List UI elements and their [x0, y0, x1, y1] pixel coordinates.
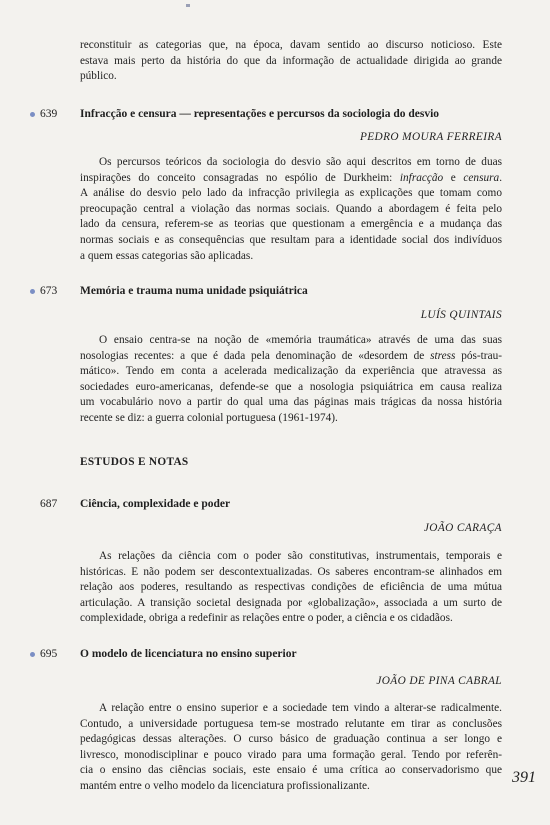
- entry-author: JOÃO DE PINA CABRAL: [376, 675, 502, 687]
- bullet-icon: [30, 112, 35, 117]
- entry-abstract: [80, 701, 502, 795]
- paragraph-line: normas sociais e as consequências que resultam para a identidade social dos indivíduos: [80, 233, 502, 246]
- entry-heading-687: [30, 498, 510, 516]
- entry-title: Ciência, complexidade e poder: [80, 498, 231, 510]
- paragraph-line: um vocabulário novo a partir do qual uma das páginas mais trágicas da nossa história: [80, 396, 502, 409]
- entry-number: 687: [40, 498, 58, 510]
- entry-title: Infracção e censura — representações e percursos da sociologia do desvio: [80, 108, 440, 120]
- entry-author: PEDRO MOURA FERREIRA: [359, 131, 502, 143]
- paragraph-line: articulação. A transição societal designada por «globalização», associada a um surto de: [80, 596, 502, 609]
- paragraph-line: complexidade, obriga a redefinir as relações entre o poder, a ciência e os cidadãos.: [80, 612, 453, 625]
- paragraph-line: Os percursos teóricos da sociologia do desvio são aqui descritos em torno de duas: [99, 156, 502, 168]
- paragraph-line: mantém entre o velho modelo da licenciatura profissionalizante.: [80, 779, 370, 792]
- paragraph-line: nosologias recentes: a que é dada pela denominação de «desordem de stress pós-trau-: [80, 349, 502, 362]
- entry-heading-639: [30, 108, 510, 126]
- paragraph-line: a quem essas categorias são aplicadas.: [80, 249, 254, 262]
- entry-heading-673: [30, 285, 510, 303]
- paragraph-line: Contudo, a universidade portuguesa tem-se mostrado relutante em tirar as conclusões: [80, 717, 502, 730]
- paragraph-line: preocupação central a violação das normas sociais. Quando a abordagem é feita pelo: [80, 202, 502, 215]
- paragraph-line: recente se diz: a guerra colonial portuguesa (1961-1974).: [80, 411, 338, 424]
- bullet-icon: [30, 652, 35, 657]
- intro-paragraph: [80, 38, 502, 85]
- paragraph-line: livresco, monodisciplinar e pouco virado para uma formação geral. Tendo por referên-: [80, 748, 502, 761]
- entry-number: 639: [40, 108, 58, 120]
- print-mark: [186, 4, 190, 7]
- paragraph-line: público.: [80, 70, 117, 83]
- paragraph-line: inspirações do conceito consagradas no espólio de Durkheim: infracção e censura.: [80, 171, 503, 184]
- paragraph-line: O ensaio centra-se na noção de «memória traumática» através de uma das suas: [99, 334, 502, 346]
- entry-author: LUÍS QUINTAIS: [420, 309, 502, 321]
- paragraph-line: A relação entre o ensino superior e a sociedade tem vindo a alterar-se radicalmente.: [99, 702, 502, 714]
- entry-abstract: [80, 155, 502, 264]
- paragraph-line: cia o ensino das ciências sociais, este ensaio é uma crítica ao conservadorismo que: [80, 764, 502, 777]
- paragraph-line: A análise do desvio pelo lado da infracção privilegia as explicações que tomam como: [80, 187, 502, 200]
- entry-title: Memória e trauma numa unidade psiquiátrica: [80, 285, 308, 297]
- paragraph-line: reconstituir as categorias que, na época, davam sentido ao discurso noticioso. Este: [80, 39, 502, 51]
- paragraph-line: sociedades euro-americanas, defende-se que a nosologia psiquiátrica em causa realiza: [80, 380, 502, 393]
- entry-heading-695: [30, 648, 510, 666]
- paragraph-line: lado da censura, referem-se as teorias que questionam a emergência e a mudança das: [80, 218, 502, 231]
- paragraph-line: mático». Tendo em conta a acelerada medicalização da experiência que atravessa as: [80, 365, 502, 378]
- entry-abstract: [80, 549, 502, 627]
- paragraph-line: históricas. E não podem ser descontextualizadas. Os saberes encontram-se alinhados em: [80, 565, 502, 578]
- section-title: ESTUDOS E NOTAS: [80, 456, 189, 468]
- paragraph-line: As relações da ciência com o poder são constitutivas, instrumentais, temporais e: [99, 550, 502, 562]
- paragraph-line: pedagógicas dessas alterações. O curso básico de graduação continua a ser longo e: [80, 733, 502, 746]
- entry-number: 695: [40, 648, 58, 660]
- paragraph-line: estava mais perto da história do que da informação de actualidade dirigida ao grande: [80, 54, 502, 67]
- entry-number: 673: [40, 285, 58, 297]
- entry-title: O modelo de licenciatura no ensino superior: [80, 648, 297, 660]
- bullet-icon: [30, 289, 35, 294]
- entry-author: JOÃO CARAÇA: [423, 522, 502, 534]
- paragraph-line: relação aos poderes, resultando as respectivas condições de eficiência de uma mútua: [80, 581, 502, 594]
- page-number: 391: [512, 769, 536, 786]
- entry-abstract: [80, 333, 502, 427]
